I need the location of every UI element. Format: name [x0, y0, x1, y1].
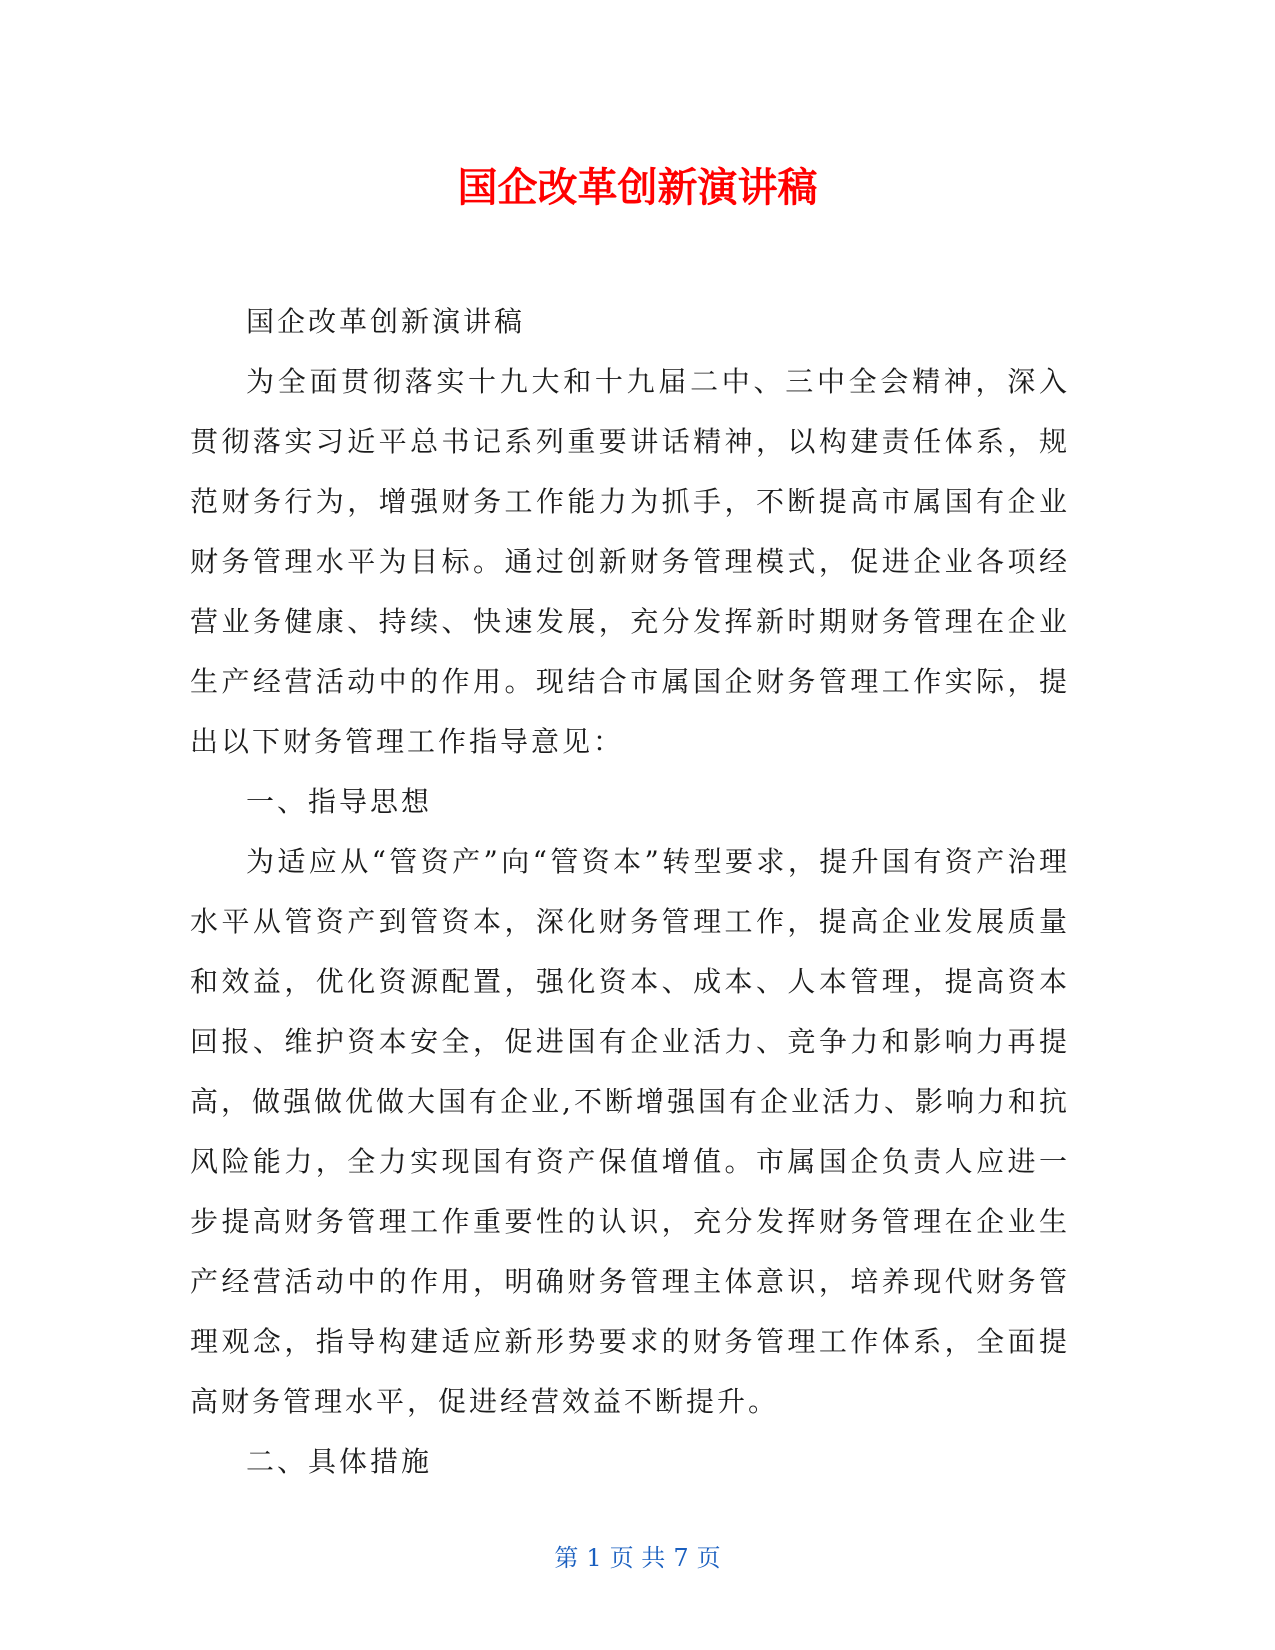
section-heading-specific-measures: 二、具体措施 — [246, 1445, 433, 1478]
document-body — [190, 292, 1070, 1492]
paragraph-subtitle: 国企改革创新演讲稿 — [246, 305, 526, 338]
footer-current-page: 1 — [586, 1544, 602, 1572]
footer-suffix: 页 — [696, 1544, 721, 1572]
document-title: 国企改革创新演讲稿 — [457, 165, 818, 211]
footer-total-pages: 7 — [673, 1544, 689, 1572]
footer-middle: 页 共 — [609, 1544, 666, 1572]
page-footer — [0, 1538, 1275, 1573]
paragraph-guiding-ideology: 为适应从“管资产”向“管资本”转型要求，提升国有资产治理水平从管资产到管资本，深化财务管理工作，提高企业发展质量和效益，优化资源配置，强化资本、成本、人本管理，提高资本回报、维护资本安全，促进国有企业活力、竞争力和影响力再提高，做强做优做大国有企业,不断增强国有企业活力、影响力和抗风险能力，全力实现国有资产保值增值。市属国企负责人应进一步提高财务管理工作重要性的认识，充分发挥财务管理在企业生产经营活动中的作用，明确财务管理主体意识，培养现代财务管理观念，指导构建适应新形势要求的财务管理工作体系，全面提高财务管理水平，促进经营效益不断提升。 — [190, 845, 1070, 1418]
paragraph-intro: 为全面贯彻落实十九大和十九届二中、三中全会精神，深入贯彻落实习近平总书记系列重要讲话精神，以构建责任体系，规范财务行为，增强财务工作能力为抓手，不断提高市属国有企业财务管理水平为目标。通过创新财务管理模式，促进企业各项经营业务健康、持续、快速发展，充分发挥新时期财务管理在企业生产经营活动中的作用。现结合市属国企财务管理工作实际，提出以下财务管理工作指导意见： — [190, 365, 1070, 758]
section-heading-guiding-ideology: 一、指导思想 — [246, 785, 433, 818]
footer-prefix: 第 — [554, 1544, 579, 1572]
